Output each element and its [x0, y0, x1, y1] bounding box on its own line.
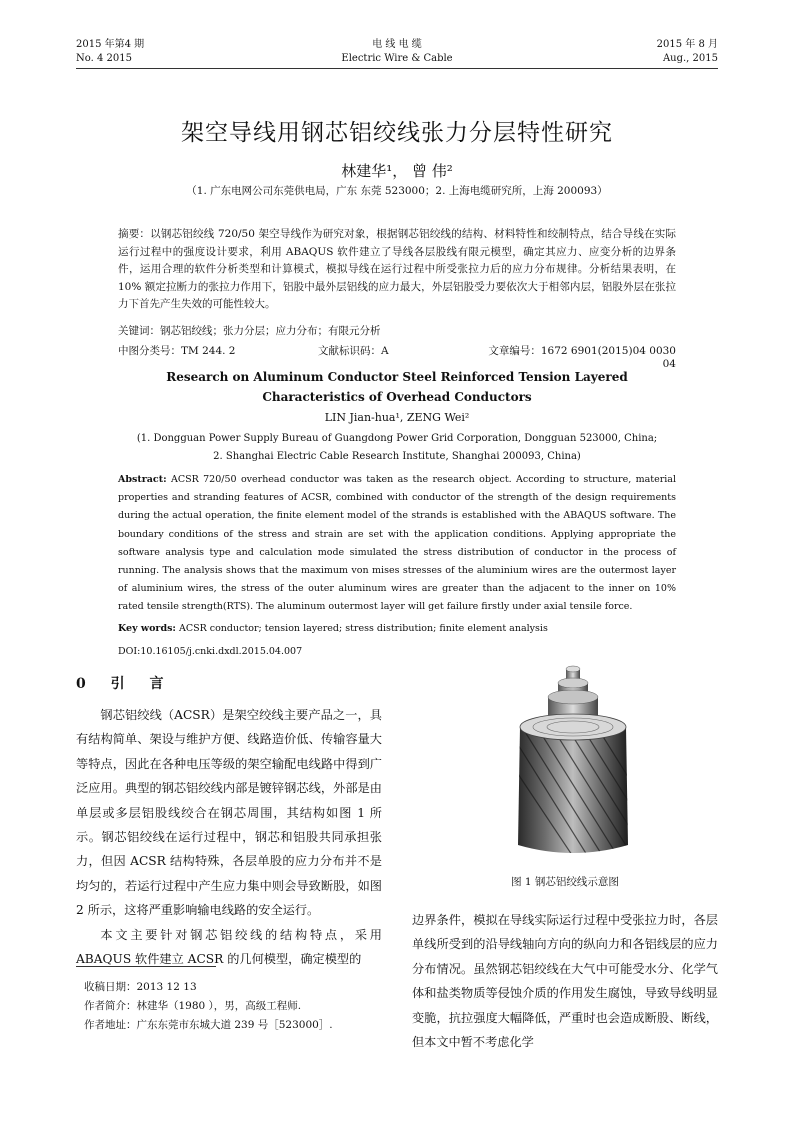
paper-title-en-line1: Research on Aluminum Conductor Steel Reinforced Tension Layered	[166, 370, 628, 384]
affiliation-en-line1: (1. Dongguan Power Supply Bureau of Guangdong Power Grid Corporation, Dongguan 523000, China;	[136, 433, 658, 444]
section-heading-introduction: 0 引 言	[76, 676, 174, 692]
keywords-cn-text: 钢芯铝绞线；张力分层；应力分布；有限元分析	[160, 325, 381, 337]
abstract-en-text: ACSR 720/50 overhead conductor was taken as the research object. According to structure, material properties and stranding features of ACSR, combined with conductor of the strength of the design requirements during the actual operation, the finite element model of the strands is established with the ABAQUS software. The boundary conditions of the stress and strain are set with the application conditions. Applying appropriate the software analysis type and calculation mode simulated the stress distribution of conductor in the process of running. The analysis shows that the maximum von mises stresses of the aluminium wires are the outermost layer of aluminium wires, the stress of the outer aluminum wires are greater than the adjacent to the inner on 10% rated tensile strength(RTS). The aluminum outermost layer will get failure firstly under axial tensile force.	[118, 474, 676, 613]
body-paragraph: 本文主要针对钢芯铝绞线的结构特点，采用 ABAQUS 软件建立 ACSR 的几何模型，确定模型的	[76, 927, 382, 967]
abstract-en-label: Abstract:	[118, 474, 167, 485]
journal-name-en: Electric Wire & Cable	[341, 53, 453, 64]
affiliation-en-line2: 2. Shanghai Electric Cable Research Institute, Shanghai 200093, China)	[213, 451, 581, 462]
paper-title-cn: 架空导线用钢芯铝绞线张力分层特性研究	[181, 120, 613, 146]
abstract-cn-label: 摘要：	[118, 228, 151, 240]
date-cn: 2015 年 8 月	[656, 39, 718, 50]
abstract-en	[118, 471, 676, 617]
abstract-cn	[118, 226, 676, 314]
body-right-column	[412, 908, 718, 1054]
author-bio: 作者简介：林建华（1980 ），男，高级工程师.	[84, 1000, 302, 1012]
document-code: 文献标识码：A	[318, 345, 389, 357]
affiliation-cn: （1. 广东电网公司东莞供电局，广东 东莞 523000；2. 上海电缆研究所，上海 200093）	[186, 185, 608, 197]
received-date: 收稿日期：2013 12 13	[84, 981, 197, 993]
journal-name-cn: 电 线 电 缆	[372, 39, 422, 50]
header-rule	[76, 68, 718, 69]
footnote	[84, 978, 333, 1035]
keywords-en	[118, 623, 676, 634]
footnote-rule	[76, 966, 216, 967]
keywords-cn	[118, 323, 381, 338]
figure-caption: 图 1 钢芯铝绞线示意图	[511, 876, 619, 888]
body-paragraph: 边界条件，模拟在导线实际运行过程中受张拉力时，各层单线所受到的沿导线轴向方向的纵向力和各铝线层的应力分布情况。虽然钢芯铝绞线在大气中可能受水分、化学气体和盐类物质等侵蚀介质的作用发生腐蚀，导致导线明显变脆，抗拉强度大幅降低，严重时也会造成断股、断线，但本文中暂不考虑化学	[412, 913, 718, 1050]
journal-issue-en: No. 4 2015	[76, 53, 132, 64]
article-number: 文章编号：1672 6901(2015)04 0030 04	[488, 345, 676, 370]
keywords-en-label: Key words:	[118, 623, 176, 634]
keywords-cn-label: 关键词：	[118, 325, 160, 337]
body-left-column	[76, 703, 382, 971]
journal-issue-cn: 2015 年第4 期	[76, 39, 145, 50]
abstract-cn-text: 以钢芯铝绞线 720/50 架空导线作为研究对象，根据钢芯铝绞线的结构、材料特性和绞制特点，结合导线在实际运行过程中的强度设计要求，利用 ABAQUS 软件建立了导线各层股线有限元模型，确定其应力、应变分析的边界条件，运用合理的软件分析类型和计算模式，模拟导线在运行过程中所受张拉力后的应力分布规律。分析结果表明，在 10% 额定拉断力的张拉力作用下，铝股中最外层铝线的应力最大，外层铝股受力要依次大于相邻内层，铝股外层在张拉力下首先产生失效的可能性较大。	[118, 228, 676, 311]
date-en: Aug., 2015	[662, 53, 718, 64]
authors-cn: 林建华¹， 曾 伟²	[341, 162, 453, 180]
clc-number: 中图分类号：TM 244. 2	[118, 345, 236, 357]
body-paragraph: 钢芯铝绞线（ACSR）是架空绞线主要产品之一，具有结构简单、架设与维护方便、线路造价低、传输容量大等特点，因此在各种电压等级的架空输配电线路中得到广泛应用。典型的钢芯铝绞线内部是镀锌钢芯线，外部是由单层或多层铝股线绞合在钢芯周围，其结构如图 1 所示。钢芯铝绞线在运行过程中，钢芯和铝股共同承担张力，但因 ACSR 结构特殊，各层单股的应力分布并不是均匀的，若运行过程中产生应力集中则会导致断股，如图 2 所示，这将严重影响输电线路的安全运行。	[76, 708, 382, 918]
paper-title-en-line2: Characteristics of Overhead Conductors	[262, 390, 532, 404]
doi: DOI:10.16105/j.cnki.dxdl.2015.04.007	[118, 646, 303, 657]
figure-acsr-conductor-image	[512, 665, 634, 858]
authors-en: LIN Jian-hua¹, ZENG Wei²	[324, 411, 470, 424]
author-address: 作者地址：广东东莞市东城大道 239 号［523000］.	[84, 1019, 333, 1031]
keywords-en-text: ACSR conductor; tension layered; stress distribution; finite element analysis	[175, 623, 548, 634]
